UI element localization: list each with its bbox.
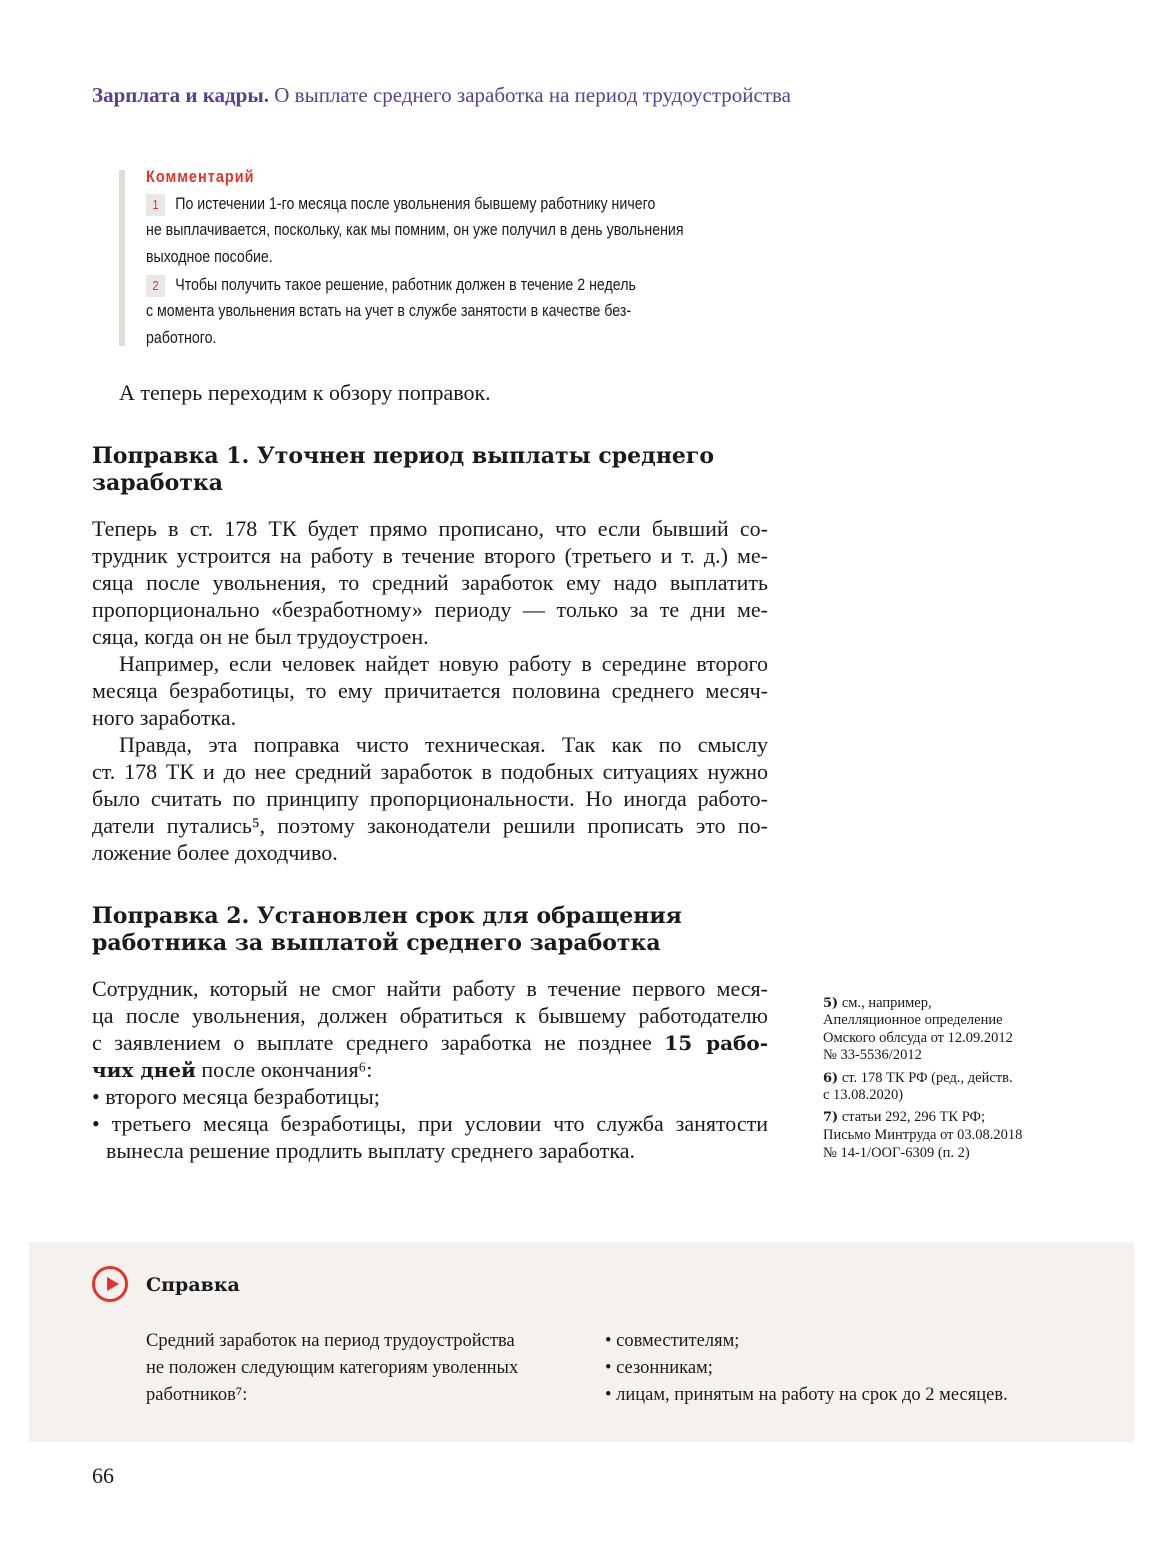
- reference-text: не положен следующим категориям уволенных: [146, 1358, 519, 1378]
- bullet-item: • второго месяца безработицы;: [92, 1084, 380, 1109]
- page-number: 66: [92, 1463, 114, 1488]
- header-title: О выплате среднего заработка на период трудоустройства: [274, 83, 791, 107]
- comment-line: работного.: [146, 329, 217, 347]
- reference-title: Справка: [146, 1274, 240, 1296]
- footnote-text: Апелляционное определение: [823, 1012, 1003, 1028]
- text-line: сяца после увольнения, то средний заработок ему надо выплатить: [92, 570, 768, 595]
- comment-title: Комментарий: [146, 167, 255, 186]
- footnote-5: [823, 995, 932, 1013]
- footnote-6: [823, 1070, 1013, 1088]
- comment-bar: [119, 170, 125, 346]
- footnote-text: см., например,: [841, 995, 932, 1011]
- bold-text: 15 рабо-: [664, 1031, 769, 1055]
- comment-text: Чтобы получить такое решение, работник должен в течение 2 недель: [175, 276, 636, 294]
- section1-heading: заработка: [92, 470, 224, 496]
- footnote-7: [823, 1109, 985, 1127]
- text-line: [92, 1029, 768, 1056]
- running-header: [92, 83, 791, 108]
- comment-text: По истечении 1-го месяца после увольнения бывшему работнику ничего: [175, 195, 656, 213]
- reference-item: • лицам, принятым на работу на срок до 2 месяцев.: [605, 1385, 1008, 1405]
- play-icon: [92, 1266, 128, 1302]
- text-line: трудник устроится на работу в течение второго (третьего и т. д.) ме-: [92, 543, 768, 568]
- footnote-text: ст. 178 ТК РФ (ред., действ.: [841, 1070, 1013, 1086]
- text-line: месяца безработицы, то ему причитается половина среднего месяч-: [92, 678, 768, 703]
- text-segment: после окончания⁶:: [195, 1057, 373, 1082]
- text-line: ца после увольнения, должен обратиться к бывшему работодателю: [92, 1003, 768, 1028]
- footnote-text: Письмо Минтруда от 03.08.2018: [823, 1127, 1023, 1143]
- reference-text: Средний заработок на период трудоустройства: [146, 1331, 515, 1351]
- footnote-num: 5): [823, 996, 839, 1011]
- bullet-item-cont: вынесла решение продлить выплату среднего заработка.: [106, 1138, 636, 1163]
- footnote-num: 7): [823, 1110, 839, 1125]
- reference-text: работников⁷:: [146, 1385, 248, 1405]
- comment-number: 1: [146, 194, 165, 216]
- comment-line: выходное пособие.: [146, 248, 273, 266]
- text-line: ст. 178 ТК и до нее средний заработок в подобных ситуациях нужно: [92, 759, 768, 784]
- bullet-item: • третьего месяца безработицы, при условии что служба занятости: [92, 1111, 768, 1136]
- section1-heading: Поправка 1. Уточнен период выплаты среднего: [92, 443, 715, 469]
- footnote-text: статьи 292, 296 ТК РФ;: [841, 1109, 986, 1125]
- section2-heading: работника за выплатой среднего заработка: [92, 930, 661, 956]
- comment-number: 2: [146, 275, 165, 297]
- header-section: Зарплата и кадры.: [92, 83, 270, 107]
- bold-text: чих дней: [92, 1058, 196, 1082]
- text-segment: с заявлением о выплате среднего заработка не позднее: [92, 1030, 665, 1055]
- footnote-text: Омского облсуда от 12.09.2012: [823, 1030, 1013, 1046]
- text-line: Например, если человек найдет новую работу в середине второго: [119, 651, 768, 676]
- comment-line: не выплачивается, поскольку, как мы помним, он уже получил в день увольнения: [146, 221, 684, 239]
- text-line: Сотрудник, который не смог найти работу в течение первого меся-: [92, 976, 768, 1001]
- footnote-text: № 14-1/ООГ-6309 (п. 2): [823, 1145, 970, 1161]
- text-line: Правда, эта поправка чисто техническая. Так как по смыслу: [119, 732, 768, 757]
- section2-heading: Поправка 2. Установлен срок для обращения: [92, 903, 682, 929]
- intro-text: А теперь переходим к обзору поправок.: [119, 380, 491, 405]
- text-line: ложение более доходчиво.: [92, 840, 338, 865]
- text-line: датели путались⁵, поэтому законодатели решили прописать это по-: [92, 813, 768, 838]
- text-line: [92, 1056, 768, 1083]
- footnote-text: с 13.08.2020): [823, 1087, 904, 1103]
- comment-line: с момента увольнения встать на учет в службе занятости в качестве без-: [146, 302, 632, 320]
- comment-line: [146, 275, 636, 297]
- text-line: ного заработка.: [92, 705, 237, 730]
- reference-item: • сезонникам;: [605, 1358, 713, 1378]
- text-line: сяца, когда он не был трудоустроен.: [92, 624, 429, 649]
- text-line: было считать по принципу пропорциональности. Но иногда работо-: [92, 786, 768, 811]
- reference-item: • совместителям;: [605, 1331, 740, 1351]
- comment-line: [146, 194, 655, 216]
- text-line: пропорционально «безработному» периоду — только за те дни ме-: [92, 597, 768, 622]
- footnote-num: 6): [823, 1071, 839, 1086]
- footnote-text: № 33-5536/2012: [823, 1047, 922, 1063]
- text-line: Теперь в ст. 178 ТК будет прямо прописано, что если бывший со-: [92, 516, 768, 541]
